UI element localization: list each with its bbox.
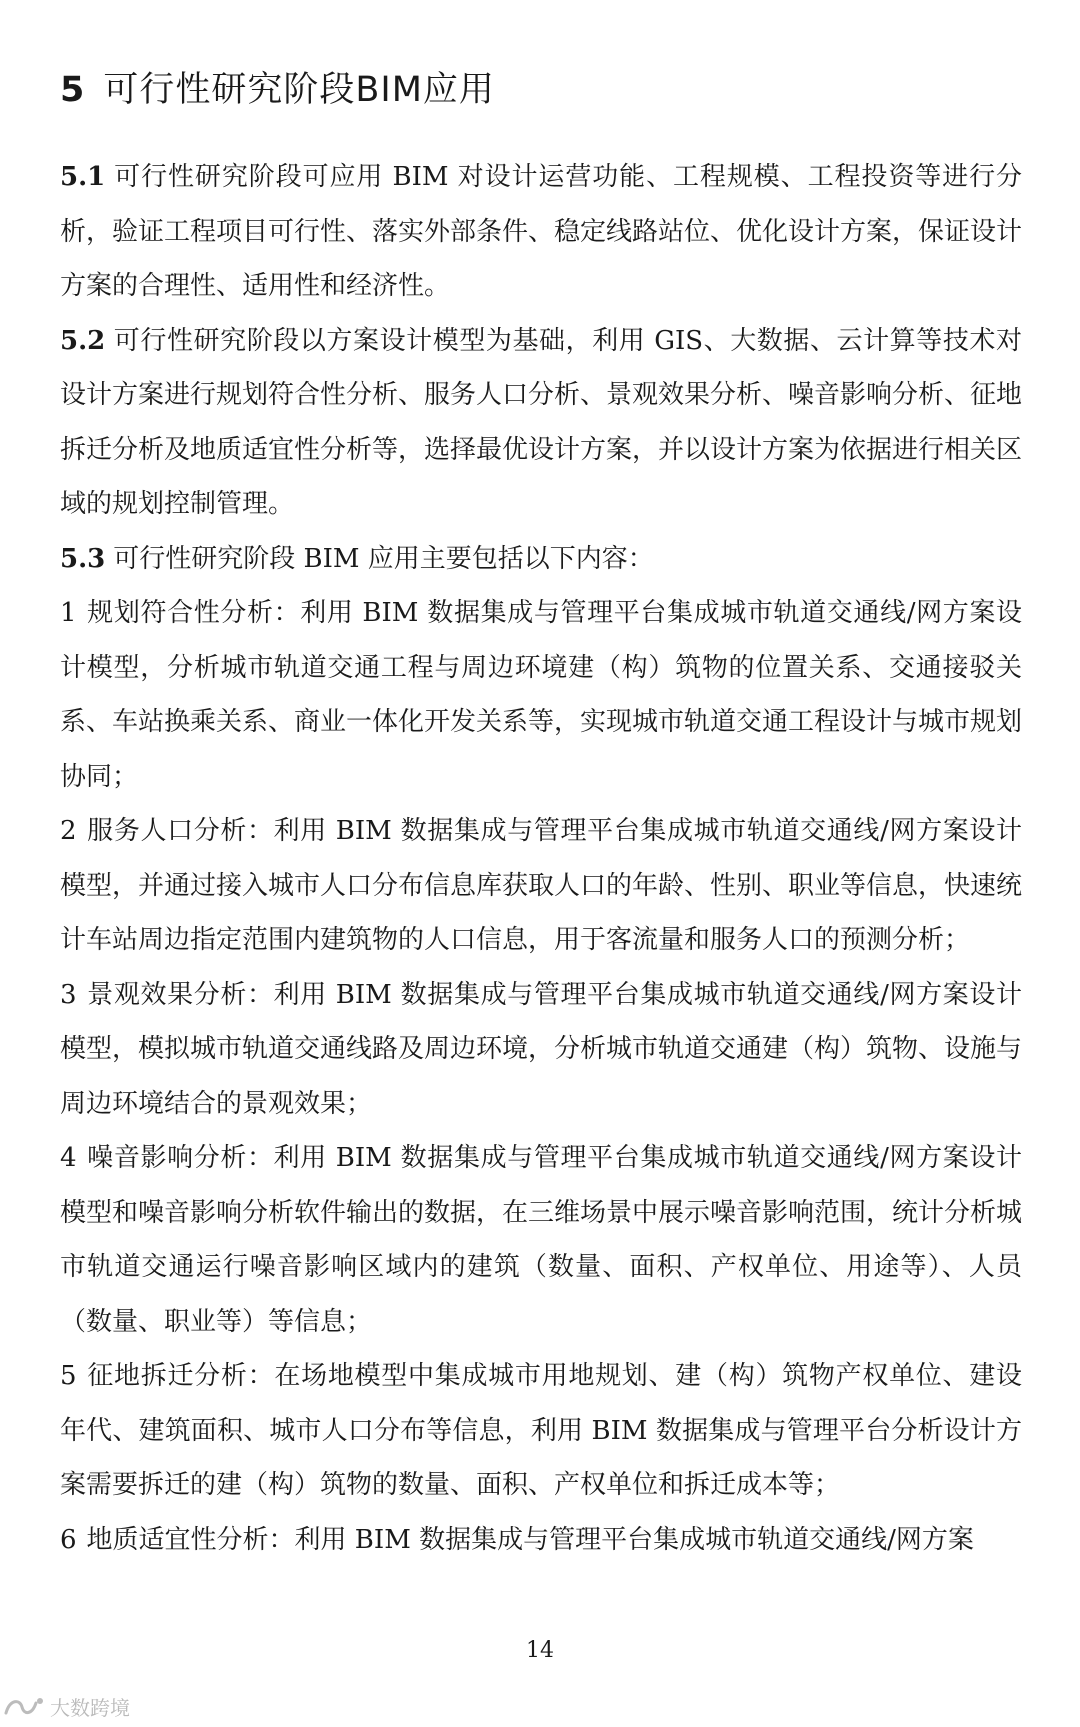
clause-number: 5.1 — [60, 162, 106, 192]
item-number: 1 — [60, 598, 77, 628]
item-number: 2 — [60, 816, 77, 846]
page-number: 14 — [526, 1638, 554, 1663]
item-number: 4 — [60, 1143, 77, 1173]
item-text: 规划符合性分析：利用 BIM 数据集成与管理平台集成城市轨道交通线/网方案设计模型，分析城市轨道交通工程与周边环境建（构）筑物的位置关系、交通接驳关系、车站换乘关系、商业一体化开发关系等，实现城市轨道交通工程设计与城市规划协同； — [60, 598, 1023, 792]
section-heading — [60, 62, 495, 112]
clause-5-1 — [60, 150, 1022, 314]
list-item-6 — [60, 1513, 1022, 1568]
watermark-text: 大数跨境 — [50, 1696, 130, 1720]
watermark-logo-icon — [2, 1695, 46, 1719]
item-text: 征地拆迁分析：在场地模型中集成城市用地规划、建（构）筑物产权单位、建设年代、建筑面积、城市人口分布等信息，利用 BIM 数据集成与管理平台分析设计方案需要拆迁的建（构）筑物的数量、面积、产权单位和拆迁成本等； — [60, 1361, 1022, 1500]
section-title: 可行性研究阶段BIM应用 — [103, 70, 495, 110]
document-body — [60, 150, 1022, 1567]
list-item-2 — [60, 804, 1022, 968]
list-item-3 — [60, 968, 1022, 1132]
item-text: 服务人口分析：利用 BIM 数据集成与管理平台集成城市轨道交通线/网方案设计模型，并通过接入城市人口分布信息库获取人口的年龄、性别、职业等信息，快速统计车站周边指定范围内建筑物的人口信息，用于客流量和服务人口的预测分析； — [60, 816, 1023, 955]
item-text: 景观效果分析：利用 BIM 数据集成与管理平台集成城市轨道交通线/网方案设计模型，模拟城市轨道交通线路及周边环境，分析城市轨道交通建（构）筑物、设施与周边环境结合的景观效果； — [60, 979, 1023, 1119]
list-item-4 — [60, 1131, 1022, 1349]
clause-text: 可行性研究阶段 BIM 应用主要包括以下内容： — [113, 543, 654, 574]
item-number: 3 — [60, 979, 77, 1010]
watermark — [2, 1692, 130, 1721]
clause-number: 5.3 — [60, 543, 106, 574]
clause-number: 5.2 — [60, 325, 106, 356]
item-text: 噪音影响分析：利用 BIM 数据集成与管理平台集成城市轨道交通线/网方案设计模型和噪音影响分析软件输出的数据，在三维场景中展示噪音影响范围，统计分析城市轨道交通运行噪音影响区域内的建筑（数量、面积、产权单位、用途等）、人员（数量、职业等）等信息； — [60, 1143, 1023, 1337]
clause-text: 可行性研究阶段可应用 BIM 对设计运营功能、工程规模、工程投资等进行分析，验证工程项目可行性、落实外部条件、稳定线路站位、优化设计方案，保证设计方案的合理性、适用性和经济性。 — [60, 162, 1023, 301]
item-text: 地质适宜性分析：利用 BIM 数据集成与管理平台集成城市轨道交通线/网方案 — [86, 1524, 974, 1555]
list-item-1 — [60, 586, 1022, 804]
clause-text: 可行性研究阶段以方案设计模型为基础，利用 GIS、大数据、云计算等技术对设计方案进行规划符合性分析、服务人口分析、景观效果分析、噪音影响分析、征地拆迁分析及地质适宜性分析等，选择最优设计方案，并以设计方案为依据进行相关区域的规划控制管理。 — [60, 325, 1023, 519]
clause-5-2 — [60, 314, 1022, 532]
clause-5-3 — [60, 532, 1022, 587]
item-number: 5 — [60, 1361, 77, 1391]
item-number: 6 — [60, 1524, 77, 1555]
section-number: 5 — [60, 70, 86, 110]
list-item-5 — [60, 1349, 1022, 1513]
